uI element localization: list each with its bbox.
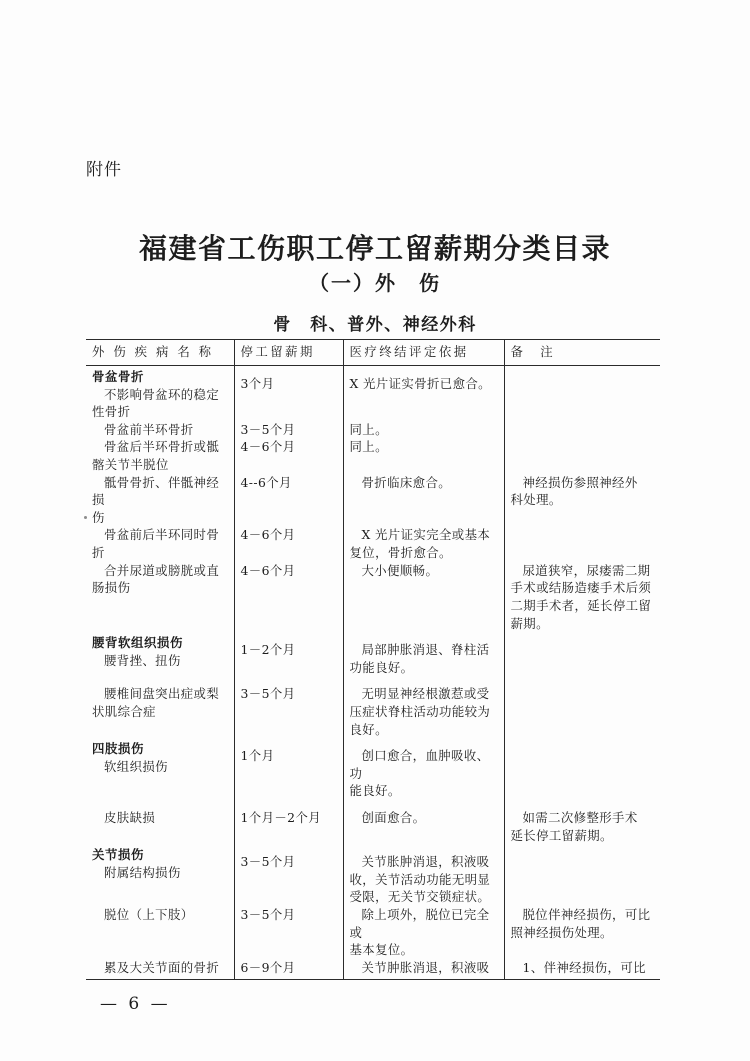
table-row: [86, 906, 660, 959]
table-row: [86, 632, 660, 676]
cell-name: 四肢损伤 软组织损伤: [86, 738, 234, 800]
cell-criteria: 创口愈合，血肿吸收、功 能良好。: [343, 738, 504, 800]
cell-name: 累及大关节面的骨折: [86, 959, 234, 979]
cell-name: 腰背软组织损伤 腰背挫、扭伤: [86, 632, 234, 676]
cell-remarks: 尿道狭窄，尿瘘需二期 手术或结肠造瘘手术后须二期手术者，延长停工留薪期。: [510, 562, 652, 631]
table-row: [86, 738, 660, 800]
cell-period: 3－5个月: [234, 676, 343, 738]
cell-remarks: [504, 632, 660, 676]
cell-remarks: 脱位伴神经损伤，可比 照神经损伤处理。: [510, 907, 651, 940]
cell-period: 1个月: [234, 738, 343, 800]
table-row: [86, 366, 660, 421]
cell-criteria: 无明显神经根激惹或受 压症状脊柱活动功能较为良好。: [343, 676, 504, 738]
group-title: 骨盆骨折: [92, 369, 144, 384]
cell-name: 骨盆前后半环同时骨 折: [86, 526, 234, 561]
cell-remarks: [504, 421, 660, 439]
cell-remarks: [504, 676, 660, 738]
cell-name: 骨盆前半环骨折: [86, 421, 234, 439]
directory-table-wrap: [86, 339, 660, 980]
cell-period: 1个月－2个月: [234, 800, 343, 844]
cell-period: 3－5个月: [234, 844, 343, 906]
table-row: [86, 474, 660, 527]
cell-period: 4--6个月: [234, 474, 343, 527]
page-title: 福建省工伤职工停工留薪期分类目录: [138, 231, 611, 265]
column-header-remarks: 备 注: [504, 340, 660, 366]
cell-criteria: 骨折临床愈合。: [343, 474, 504, 527]
cell-criteria: 同上。: [343, 438, 504, 473]
cell-remarks: [504, 438, 660, 473]
table-row: [86, 800, 660, 844]
cell-name: 脱位（上下肢）: [86, 906, 234, 959]
cell-remarks: 1、伴神经损伤，可比: [504, 959, 660, 979]
cell-period: 4－6个月: [234, 562, 343, 632]
cell-remarks: [504, 844, 660, 906]
table-row: [86, 844, 660, 906]
table-header-row: [86, 340, 660, 366]
group-title: 关节损伤: [92, 847, 144, 863]
cell-remarks: [504, 526, 660, 561]
cell-remarks: 如需二次修整形手术 延长停工留薪期。: [510, 810, 638, 843]
cell-period: 3－5个月: [234, 421, 343, 439]
cell-remarks: 神经损伤参照神经外 科处理。: [510, 474, 638, 508]
cell-name: 骨盆后半环骨折或骶 髂关节半脱位: [86, 438, 234, 473]
page-number: — 6 —: [100, 994, 171, 1014]
table-row: [86, 438, 660, 473]
cell-period: 6－9个月: [234, 959, 343, 979]
cell-period: 1－2个月: [234, 632, 343, 676]
table-row: [86, 526, 660, 561]
cell-criteria: 创面愈合。: [343, 800, 504, 844]
table-row: [86, 676, 660, 738]
cell-remarks: [504, 366, 660, 421]
table-row: [86, 562, 660, 632]
cell-name: 关节损伤 附属结构损伤: [86, 844, 234, 906]
column-header-criteria: 医疗终结评定依据: [343, 340, 504, 366]
cell-criteria: 同上。: [343, 421, 504, 439]
table-row: [86, 959, 660, 979]
attachment-label: 附件: [86, 160, 122, 180]
cell-name: 骶骨骨折、伴骶神经损 伤: [86, 474, 234, 527]
section-title: （一）外 伤: [309, 271, 441, 295]
group-title: 腰背软组织损伤: [92, 635, 183, 651]
cell-criteria: 除上项外，脱位已完全或 基本复位。: [343, 906, 504, 959]
cell-criteria: X 光片证实骨折已愈合。: [343, 366, 504, 421]
cell-remarks: [504, 738, 660, 800]
table-body: [86, 366, 660, 980]
cell-name: 皮肤缺损: [86, 800, 234, 844]
cell-criteria: 局部肿胀消退、脊柱活 功能良好。: [343, 632, 504, 676]
column-header-name: 外 伤 疾 病 名 称: [86, 340, 234, 366]
cell-period: 4－6个月: [234, 526, 343, 561]
cell-criteria: 关节胀肿消退，积液吸 收，关节活动功能无明显受限，无关节交锁症状。: [343, 844, 504, 906]
cell-name: 骨盆骨折 不影响骨盆环的稳定 性骨折: [86, 366, 234, 421]
group-title: 四肢损伤: [92, 741, 144, 757]
cell-criteria: 大小便顺畅。: [343, 562, 504, 632]
cell-name: 合并尿道或膀胱或直 肠损伤: [86, 562, 234, 632]
cell-criteria: 关节肿胀消退，积液吸: [343, 959, 504, 979]
table-row: [86, 421, 660, 439]
sub-title: 骨 科、普外、神经外科: [273, 315, 477, 335]
cell-name: 腰椎间盘突出症或梨 状肌综合症: [86, 676, 234, 738]
column-header-period: 停工留薪期: [234, 340, 343, 366]
directory-table: [86, 339, 660, 980]
cell-period: 3个月: [234, 366, 343, 421]
cell-period: 4－6个月: [234, 438, 343, 473]
cell-period: 3－5个月: [234, 906, 343, 959]
cell-criteria: X 光片证实完全或基本 复位，骨折愈合。: [343, 526, 504, 561]
